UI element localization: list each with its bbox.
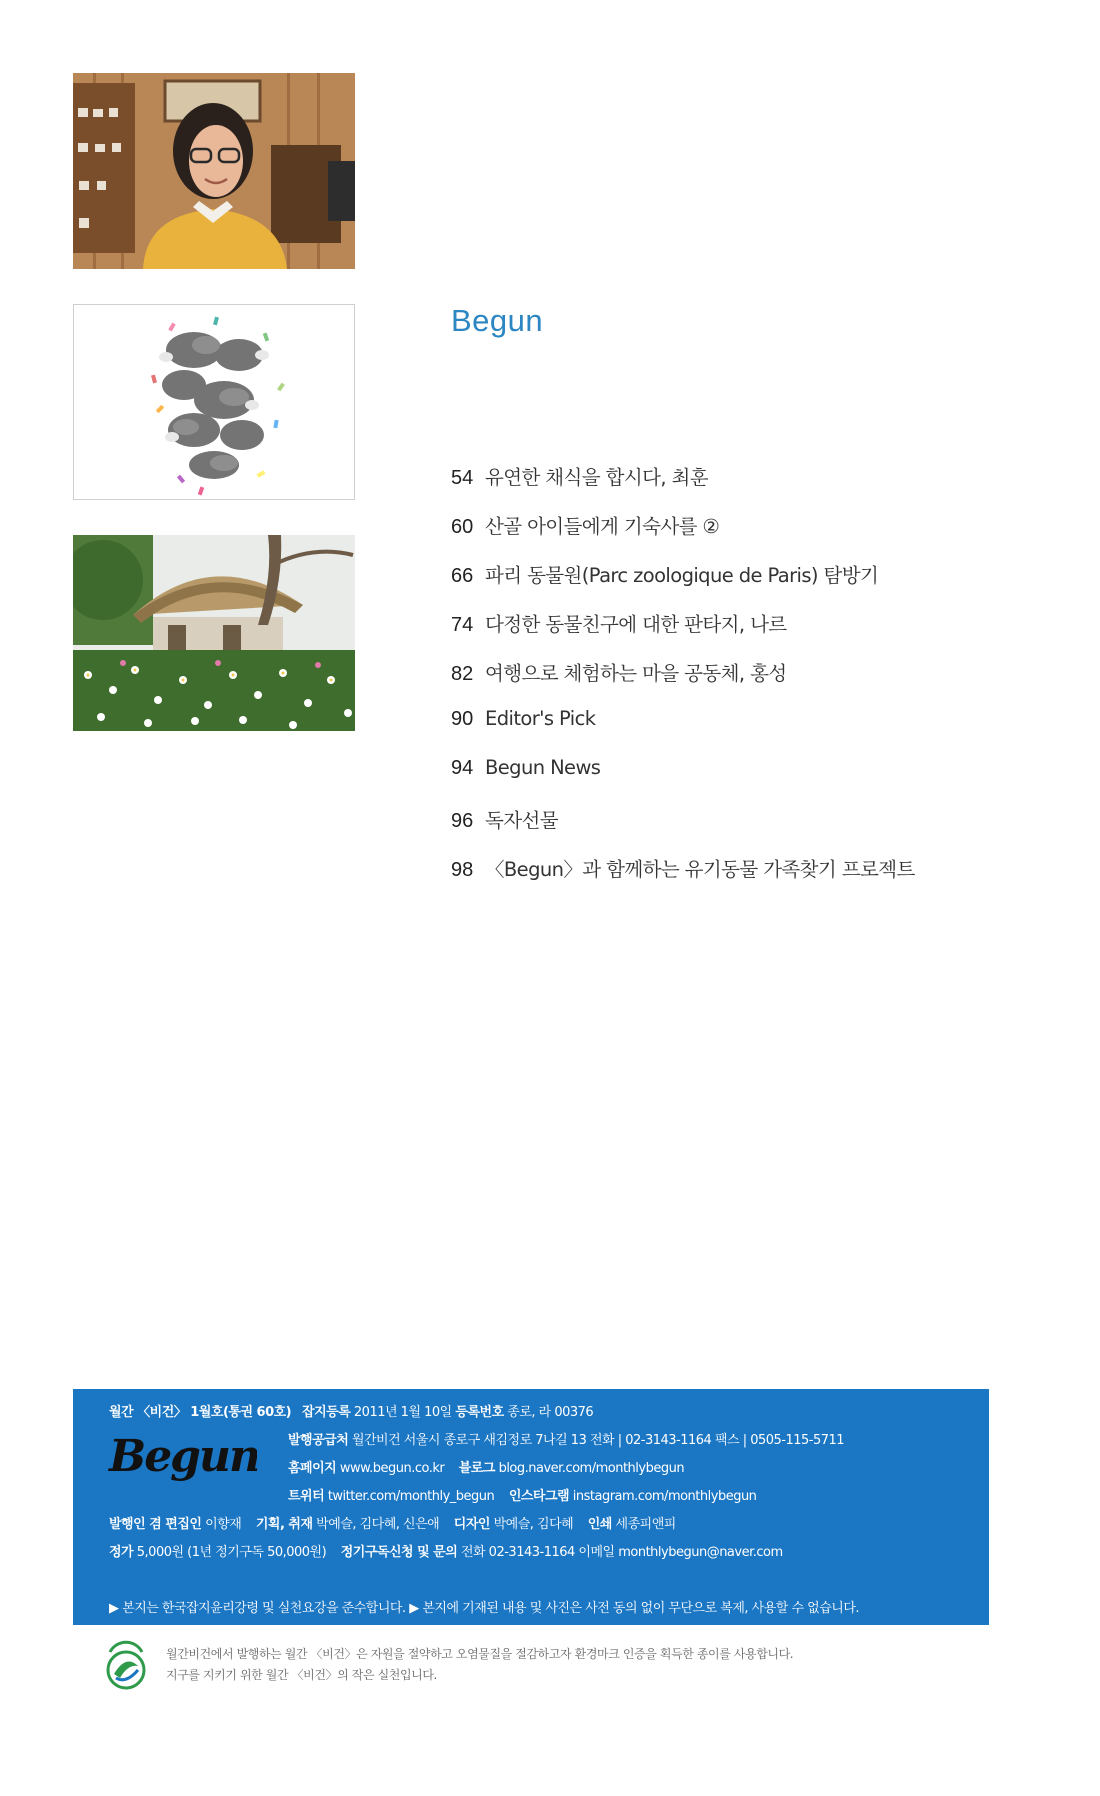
copyright-notice: ▶ 본지는 한국잡지윤리강령 및 실천요강을 준수합니다. ▶ 본지에 기재된 내용 및 사진은 사전 동의 없이 무단으로 복제, 사용할 수 없습니다.: [109, 1601, 860, 1616]
publisher-value: 월간비건 서울시 종로구 새김정로 7나길 13 전화 | 02-3143-1164 팩스 | 0505-115-5711: [351, 1433, 845, 1448]
price-value: 5,000원 (1년 정기구독 50,000원): [136, 1545, 327, 1560]
masthead-web-line: [288, 1457, 684, 1476]
begun-logo: [107, 1429, 257, 1505]
footer-eco-note: [166, 1644, 793, 1686]
toc-item[interactable]: [451, 609, 1071, 658]
masthead-social-line: [288, 1485, 756, 1504]
instagram-link[interactable]: instagram.com/monthlybegun: [572, 1489, 757, 1504]
toc-item[interactable]: [451, 854, 1071, 903]
toc-title: 파리 동물원(Parc zoologique de Paris) 탐방기: [485, 564, 879, 587]
masthead-staff-line: [109, 1513, 676, 1532]
publisher-editor-value: 이향재: [205, 1517, 242, 1532]
masthead-publisher-line: [288, 1429, 844, 1448]
toc-page-number: 82: [451, 663, 474, 685]
toc-title: Editor's Pick: [485, 707, 596, 730]
planning-value: 박예슬, 김다혜, 신은애: [316, 1517, 440, 1532]
toc-title: 유연한 채식을 합시다, 최훈: [485, 466, 709, 489]
masthead-issue-line: [109, 1401, 593, 1420]
registration-label: 잡지등록: [302, 1405, 351, 1420]
registration-number-label: 등록번호: [455, 1405, 504, 1420]
twitter-link[interactable]: twitter.com/monthly_begun: [327, 1489, 495, 1504]
toc-page-number: 74: [451, 614, 474, 636]
design-label: 디자인: [453, 1517, 490, 1532]
toc-page-number: 96: [451, 810, 474, 832]
eco-certification-icon: [104, 1640, 148, 1690]
toc-item[interactable]: [451, 658, 1071, 707]
table-of-contents: [451, 462, 1071, 903]
brand-title: Begun: [451, 303, 544, 338]
toc-title: 〈Begun〉과 함께하는 유기동물 가족찾기 프로젝트: [485, 858, 915, 881]
twitter-label: 트위터: [288, 1489, 325, 1504]
toc-page-number: 98: [451, 859, 474, 881]
toc-title: 여행으로 체험하는 마을 공동체, 홍성: [485, 662, 787, 685]
toc-page-number: 94: [451, 757, 474, 779]
homepage-label: 홈페이지: [288, 1461, 337, 1476]
toc-page-number: 66: [451, 565, 474, 587]
toc-title: 독자선물: [485, 809, 558, 832]
toc-title: 산골 아이들에게 기숙사를 ②: [485, 515, 720, 538]
design-value: 박예슬, 김다혜: [493, 1517, 574, 1532]
blog-link[interactable]: blog.naver.com/monthlybegun: [498, 1461, 685, 1476]
printing-value: 세종피앤피: [615, 1517, 676, 1532]
logo-text: Begun: [109, 1431, 257, 1482]
portrait-photo: [73, 73, 355, 269]
masthead-box: [73, 1389, 989, 1625]
toc-item[interactable]: [451, 756, 1071, 805]
toc-item[interactable]: [451, 805, 1071, 854]
footer-line: 지구를 지키기 위한 월간 〈비건〉의 작은 실천입니다.: [166, 1668, 437, 1682]
price-label: 정가: [109, 1545, 134, 1560]
toc-title: Begun News: [485, 756, 601, 779]
registration-value: 2011년 1월 10일: [353, 1405, 452, 1420]
subscription-label: 정기구독신청 및 문의: [340, 1545, 458, 1560]
toc-page-number: 54: [451, 467, 474, 489]
village-photo: [73, 535, 355, 731]
footer-line: 월간비건에서 발행하는 월간 〈비건〉은 자원을 절약하고 오염물질을 절감하고자 환경마크 인증을 획득한 종이를 사용합니다.: [166, 1647, 794, 1661]
toc-item[interactable]: [451, 560, 1071, 609]
publisher-label: 발행공급처: [288, 1433, 349, 1448]
toc-title: 다정한 동물친구에 대한 판타지, 나르: [485, 613, 787, 636]
blog-label: 블로그: [458, 1461, 495, 1476]
subscription-contact: 전화 02-3143-1164 이메일 monthlybegun@naver.com: [460, 1545, 783, 1560]
toc-page-number: 60: [451, 516, 474, 538]
registration-number-value: 종로, 라 00376: [507, 1405, 594, 1420]
instagram-label: 인스타그램: [508, 1489, 570, 1504]
printing-label: 인쇄: [587, 1517, 612, 1532]
sheep-illustration: [73, 304, 355, 500]
homepage-link[interactable]: www.begun.co.kr: [339, 1461, 445, 1476]
toc-item[interactable]: [451, 511, 1071, 560]
toc-item[interactable]: [451, 462, 1071, 511]
masthead-price-line: [109, 1541, 783, 1560]
planning-label: 기획, 취재: [255, 1517, 313, 1532]
issue-label: 월간 〈비건〉 1월호(통권 60호): [109, 1405, 292, 1420]
publisher-editor-label: 발행인 겸 편집인: [109, 1517, 202, 1532]
toc-item[interactable]: [451, 707, 1071, 756]
toc-page-number: 90: [451, 708, 474, 730]
